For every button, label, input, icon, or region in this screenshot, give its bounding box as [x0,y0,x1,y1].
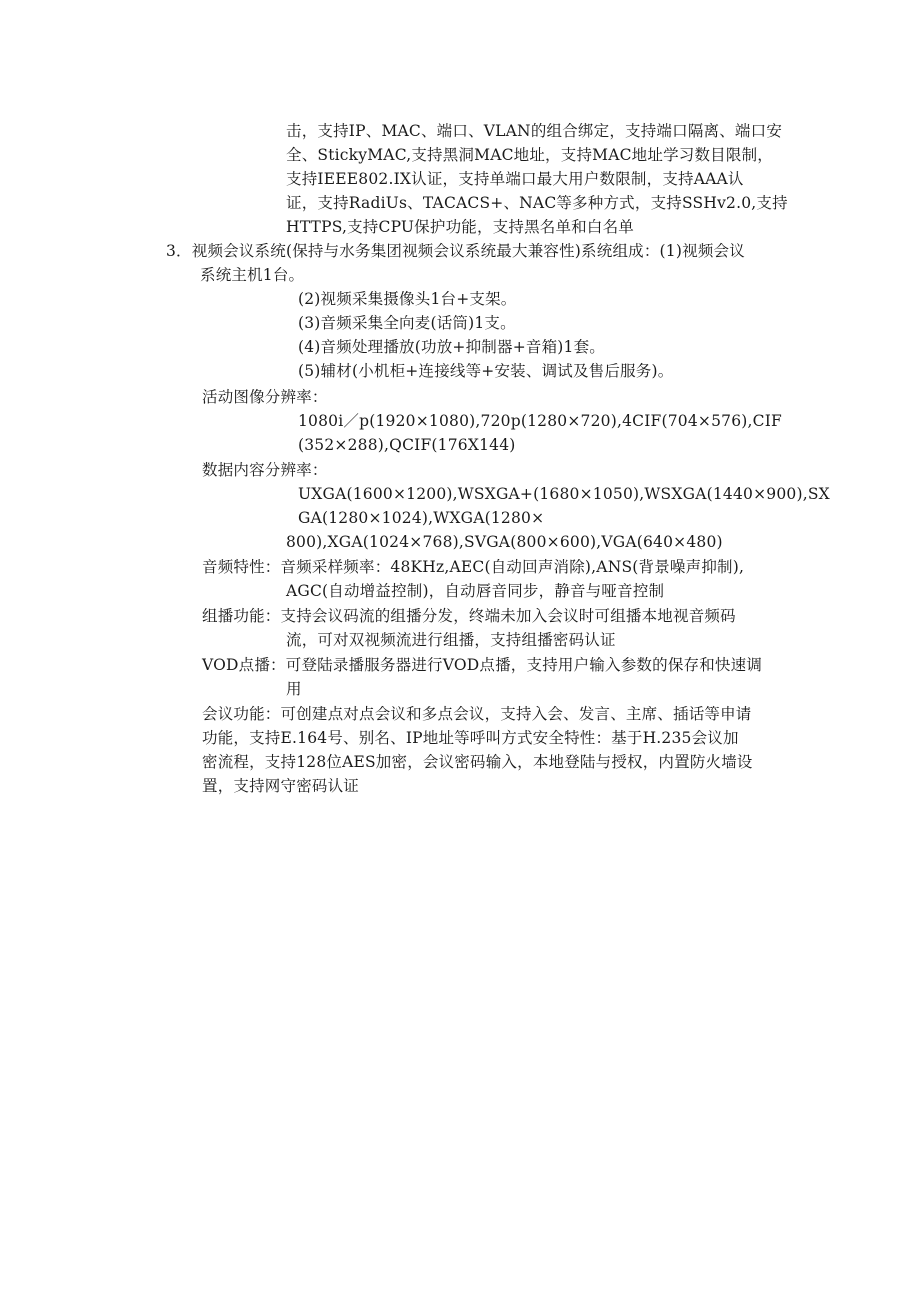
label: 活动图像分辨率： [202,388,328,406]
text-line: 系统主机1台。 [200,266,305,284]
text-line: AGC(自动增益控制)，自动唇音同步，静音与哑音控制 [286,582,665,600]
text-line: 组播功能：支持会议码流的组播分发，终端未加入会议时可组播本地视音频码 [202,607,736,625]
text-line: 支持IEEE802.IX认证，支持单端口最大用户数限制，支持AAA认 [286,170,744,188]
text-line: 击，支持IP、MAC、端口、VLAN的组合绑定，支持端口隔离、端口安 [286,122,783,140]
text-line: HTTPS,支持CPU保护功能，支持黑名单和白名单 [286,218,634,236]
text-line: 全、StickyMAC,支持黑洞MAC地址，支持MAC地址学习数目限制， [286,146,773,164]
text-line: 会议功能：可创建点对点会议和多点会议，支持入会、发言、主席、插话等申请 [202,705,752,723]
text-line: GA(1280×1024),WXGA(1280× [298,509,545,527]
list-item: (3)音频采集全向麦(话筒)1支。 [298,314,516,332]
text-line: 800),XGA(1024×768),SVGA(800×600),VGA(640×480) [286,533,723,551]
list-item: (5)辅材(小机柜+连接线等+安装、调试及售后服务)。 [298,362,674,380]
text-line: UXGA(1600×1200),WSXGA+(1680×1050),WSXGA(1440×900),SX [298,485,830,503]
list-item: (2)视频采集摄像头1台+支架。 [298,290,517,308]
text-line: (352×288),QCIF(176X144) [298,436,516,454]
text-line: VOD点播：可登陆录播服务器进行VOD点播，支持用户输入参数的保存和快速调 [202,656,763,674]
text-line: 流，可对双视频流进行组播，支持组播密码认证 [286,631,616,649]
text-line: 功能，支持E.164号、别名、IP地址等呼叫方式安全特性：基于H.235会议加 [202,729,739,747]
label: 数据内容分辨率： [202,461,328,479]
text-line: 证，支持RadiUs、TACACS+、NAC等多种方式，支持SSHv2.0,支持 [286,194,788,212]
text-line: 密流程，支持128位AES加密，会议密码输入，本地登陆与授权，内置防火墙设 [202,753,753,771]
text-line: 1080i／p(1920×1080),720p(1280×720),4CIF(704×576),CIF [298,412,782,430]
text-line: 音频特性：音频采样频率：48KHz,AEC(自动回声消除),ANS(背景噪声抑制), [202,558,745,576]
text-line: 用 [286,680,302,698]
section-heading: 3．视频会议系统(保持与水务集团视频会议系统最大兼容性)系统组成：(1)视频会议 [166,242,745,260]
list-item: (4)音频处理播放(功放+抑制器+音箱)1套。 [298,338,605,356]
text-line: 置，支持网守密码认证 [202,777,360,795]
